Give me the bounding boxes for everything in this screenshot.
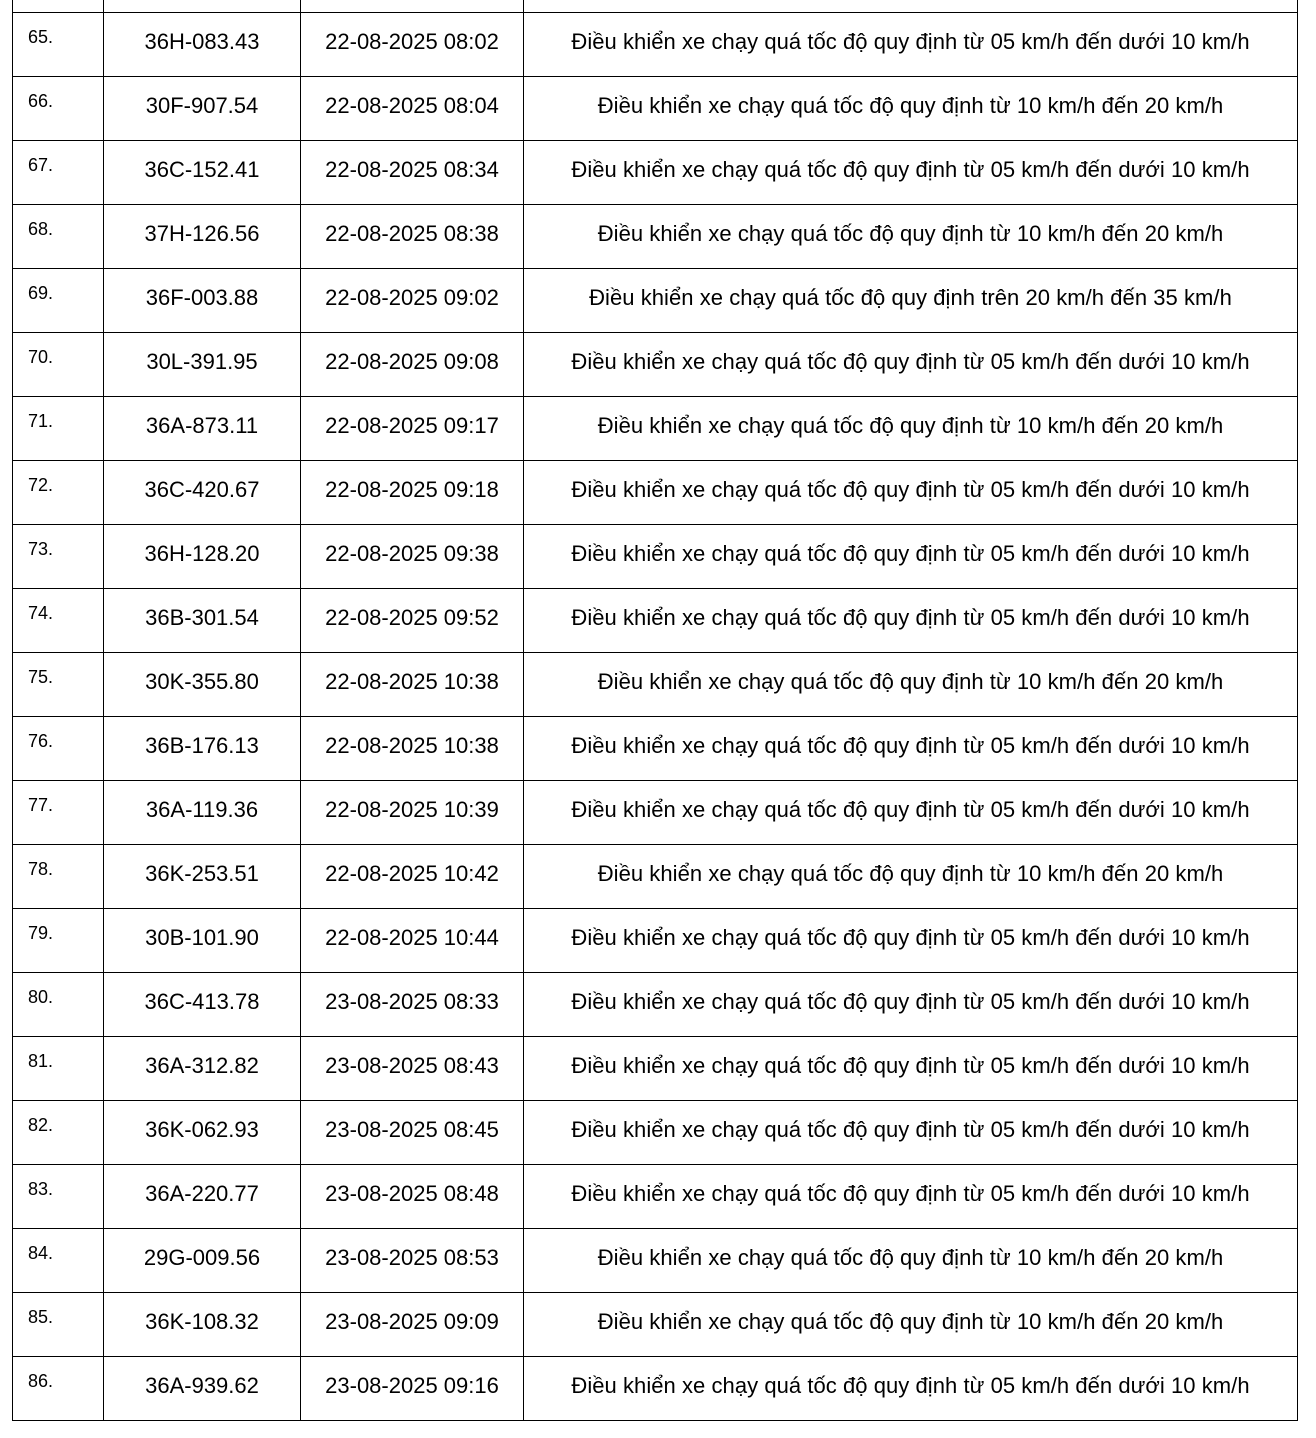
violation-time-cell <box>301 1357 524 1421</box>
license-plate: 30L-391.95 <box>146 348 258 374</box>
row-number-cell <box>13 141 104 205</box>
violation-description: Điều khiển xe chạy quá tốc độ quy định từ 10 km/h đến 20 km/h <box>597 668 1224 694</box>
violation-description: Điều khiển xe chạy quá tốc độ quy định từ 10 km/h đến 20 km/h <box>597 860 1224 886</box>
license-plate-cell <box>104 1037 301 1101</box>
license-plate-cell <box>104 781 301 845</box>
violation-time: 22-08-2025 10:39 <box>325 796 499 822</box>
violation-time: 22-08-2025 09:52 <box>325 604 499 630</box>
row-number-cell <box>13 781 104 845</box>
violation-time-cell <box>301 13 524 77</box>
violation-time: 22-08-2025 08:38 <box>325 220 499 246</box>
row-number: 67. <box>28 155 54 175</box>
table-row <box>13 269 1298 333</box>
license-plate: 36C-420.67 <box>144 476 260 502</box>
row-number-cell <box>13 1165 104 1229</box>
license-plate-cell <box>104 269 301 333</box>
row-number-cell <box>13 461 104 525</box>
violation-time-cell <box>301 1229 524 1293</box>
row-number: 69. <box>28 283 54 303</box>
table-row <box>13 141 1298 205</box>
violation-time-cell <box>301 909 524 973</box>
document-page <box>12 0 1298 1421</box>
violation-time: 23-08-2025 08:33 <box>325 988 499 1014</box>
violation-time: 23-08-2025 08:48 <box>325 1180 499 1206</box>
violation-time-cell <box>301 781 524 845</box>
row-number-cell <box>13 973 104 1037</box>
license-plate: 30K-355.80 <box>145 668 259 694</box>
violation-time-cell <box>301 1037 524 1101</box>
row-number-cell <box>13 333 104 397</box>
violation-time: 22-08-2025 10:42 <box>325 860 499 886</box>
violation-time-cell <box>301 397 524 461</box>
license-plate: 36A-873.11 <box>145 412 259 438</box>
violation-description: Điều khiển xe chạy quá tốc độ quy định từ 05 km/h đến dưới 10 km/h <box>571 28 1250 54</box>
violation-time-cell <box>301 1165 524 1229</box>
license-plate: 36A-220.77 <box>145 1180 259 1206</box>
violation-time: 22-08-2025 10:38 <box>325 668 499 694</box>
violation-time: 23-08-2025 08:43 <box>325 1052 499 1078</box>
row-number-cell <box>13 909 104 973</box>
table-row-partial <box>13 0 1298 13</box>
row-number: 76. <box>28 731 54 751</box>
row-number-cell <box>13 845 104 909</box>
row-number-cell <box>13 13 104 77</box>
row-number-cell <box>13 77 104 141</box>
violation-description-cell <box>524 525 1298 589</box>
license-plate: 30F-907.54 <box>145 92 259 118</box>
violation-time-cell <box>301 589 524 653</box>
row-number: 70. <box>28 347 54 367</box>
row-number: 85. <box>28 1307 54 1327</box>
license-plate: 36F-003.88 <box>145 284 259 310</box>
violation-time: 22-08-2025 09:17 <box>325 412 499 438</box>
violation-time: 23-08-2025 08:45 <box>325 1116 499 1142</box>
table-row <box>13 973 1298 1037</box>
table-row <box>13 781 1298 845</box>
license-plate: 36A-119.36 <box>145 796 259 822</box>
violation-time-cell <box>301 845 524 909</box>
violation-time: 22-08-2025 08:04 <box>325 92 499 118</box>
row-number-cell <box>13 589 104 653</box>
violation-time: 22-08-2025 09:02 <box>325 284 499 310</box>
table-row <box>13 1357 1298 1421</box>
license-plate: 36C-152.41 <box>144 156 260 182</box>
violation-description-cell <box>524 1293 1298 1357</box>
license-plate-cell <box>104 1293 301 1357</box>
row-number: 74. <box>28 603 54 623</box>
violation-description: Điều khiển xe chạy quá tốc độ quy định từ 05 km/h đến dưới 10 km/h <box>571 156 1250 182</box>
row-number: 79. <box>28 923 54 943</box>
row-number: 75. <box>28 667 54 687</box>
violation-time: 22-08-2025 08:34 <box>325 156 499 182</box>
row-number: 78. <box>28 859 54 879</box>
license-plate-cell <box>104 525 301 589</box>
table-cell-empty <box>13 0 104 13</box>
violation-description: Điều khiển xe chạy quá tốc độ quy định từ 05 km/h đến dưới 10 km/h <box>571 1116 1250 1142</box>
row-number-cell <box>13 205 104 269</box>
violation-description-cell <box>524 909 1298 973</box>
violation-time: 23-08-2025 08:53 <box>325 1244 499 1270</box>
violation-time: 22-08-2025 09:38 <box>325 540 499 566</box>
row-number: 77. <box>28 795 54 815</box>
row-number-cell <box>13 653 104 717</box>
violation-description: Điều khiển xe chạy quá tốc độ quy định từ 05 km/h đến dưới 10 km/h <box>571 540 1250 566</box>
violation-time-cell <box>301 1293 524 1357</box>
violation-time: 22-08-2025 10:38 <box>325 732 499 758</box>
license-plate-cell <box>104 653 301 717</box>
violation-description-cell <box>524 1101 1298 1165</box>
row-number: 66. <box>28 91 54 111</box>
violation-description-cell <box>524 717 1298 781</box>
row-number: 71. <box>28 411 54 431</box>
violation-description-cell <box>524 1165 1298 1229</box>
violation-time: 23-08-2025 09:16 <box>325 1372 499 1398</box>
violation-description: Điều khiển xe chạy quá tốc độ quy định từ 10 km/h đến 20 km/h <box>597 1244 1224 1270</box>
row-number-cell <box>13 717 104 781</box>
license-plate: 30B-101.90 <box>145 924 259 950</box>
violation-description-cell <box>524 1229 1298 1293</box>
table-cell-empty <box>301 0 524 13</box>
table-row <box>13 13 1298 77</box>
violation-description: Điều khiển xe chạy quá tốc độ quy định từ 10 km/h đến 20 km/h <box>597 220 1224 246</box>
row-number: 82. <box>28 1115 54 1135</box>
violation-time-cell <box>301 269 524 333</box>
violation-description-cell <box>524 781 1298 845</box>
table-row <box>13 461 1298 525</box>
violation-description-cell <box>524 653 1298 717</box>
table-row <box>13 909 1298 973</box>
violation-description: Điều khiển xe chạy quá tốc độ quy định từ 05 km/h đến dưới 10 km/h <box>571 348 1250 374</box>
table-row <box>13 717 1298 781</box>
violation-description: Điều khiển xe chạy quá tốc độ quy định từ 05 km/h đến dưới 10 km/h <box>571 604 1250 630</box>
violation-time-cell <box>301 333 524 397</box>
violations-table <box>12 0 1298 1421</box>
violation-description-cell <box>524 589 1298 653</box>
violation-description: Điều khiển xe chạy quá tốc độ quy định từ 05 km/h đến dưới 10 km/h <box>571 1180 1250 1206</box>
license-plate-cell <box>104 1101 301 1165</box>
row-number: 65. <box>28 27 54 47</box>
license-plate: 36H-128.20 <box>144 540 260 566</box>
license-plate: 36A-939.62 <box>145 1372 259 1398</box>
violation-description-cell <box>524 973 1298 1037</box>
violation-description-cell <box>524 397 1298 461</box>
license-plate-cell <box>104 589 301 653</box>
table-row <box>13 1037 1298 1101</box>
license-plate: 36K-108.32 <box>145 1308 259 1334</box>
violation-description: Điều khiển xe chạy quá tốc độ quy định từ 05 km/h đến dưới 10 km/h <box>571 732 1250 758</box>
row-number-cell <box>13 1037 104 1101</box>
violation-description-cell <box>524 269 1298 333</box>
table-row <box>13 653 1298 717</box>
license-plate: 36K-253.51 <box>145 860 259 886</box>
row-number: 68. <box>28 219 54 239</box>
row-number-cell <box>13 1229 104 1293</box>
violation-time: 22-08-2025 09:08 <box>325 348 499 374</box>
license-plate-cell <box>104 205 301 269</box>
table-row <box>13 1165 1298 1229</box>
license-plate: 29G-009.56 <box>143 1244 261 1270</box>
violation-description-cell <box>524 205 1298 269</box>
row-number: 72. <box>28 475 54 495</box>
license-plate-cell <box>104 397 301 461</box>
table-row <box>13 205 1298 269</box>
license-plate: 36A-312.82 <box>145 1052 259 1078</box>
violation-description: Điều khiển xe chạy quá tốc độ quy định trên 20 km/h đến 35 km/h <box>589 284 1232 310</box>
license-plate-cell <box>104 909 301 973</box>
license-plate: 37H-126.56 <box>144 220 260 246</box>
license-plate-cell <box>104 973 301 1037</box>
violation-description-cell <box>524 1037 1298 1101</box>
license-plate: 36C-413.78 <box>144 988 260 1014</box>
license-plate: 36H-083.43 <box>144 28 260 54</box>
row-number: 73. <box>28 539 54 559</box>
violation-description: Điều khiển xe chạy quá tốc độ quy định từ 05 km/h đến dưới 10 km/h <box>571 1372 1250 1398</box>
license-plate: 36B-176.13 <box>145 732 259 758</box>
row-number-cell <box>13 397 104 461</box>
violation-time: 22-08-2025 10:44 <box>325 924 499 950</box>
row-number: 84. <box>28 1243 54 1263</box>
violation-time-cell <box>301 205 524 269</box>
violation-description-cell <box>524 333 1298 397</box>
row-number-cell <box>13 1293 104 1357</box>
violation-time: 23-08-2025 09:09 <box>325 1308 499 1334</box>
violation-description: Điều khiển xe chạy quá tốc độ quy định từ 10 km/h đến 20 km/h <box>597 412 1224 438</box>
license-plate-cell <box>104 717 301 781</box>
violations-table-body <box>13 0 1298 1421</box>
license-plate-cell <box>104 13 301 77</box>
license-plate: 36B-301.54 <box>145 604 259 630</box>
violation-time-cell <box>301 525 524 589</box>
violation-description: Điều khiển xe chạy quá tốc độ quy định từ 05 km/h đến dưới 10 km/h <box>571 796 1250 822</box>
license-plate-cell <box>104 1357 301 1421</box>
row-number: 80. <box>28 987 54 1007</box>
violation-time-cell <box>301 1101 524 1165</box>
row-number: 86. <box>28 1371 54 1391</box>
table-row <box>13 525 1298 589</box>
table-row <box>13 1101 1298 1165</box>
violation-description-cell <box>524 461 1298 525</box>
table-row <box>13 589 1298 653</box>
violation-description-cell <box>524 1357 1298 1421</box>
table-row <box>13 1229 1298 1293</box>
table-row <box>13 333 1298 397</box>
violation-description-cell <box>524 845 1298 909</box>
violation-time-cell <box>301 973 524 1037</box>
table-row <box>13 1293 1298 1357</box>
table-row <box>13 845 1298 909</box>
row-number: 81. <box>28 1051 54 1071</box>
violation-description: Điều khiển xe chạy quá tốc độ quy định từ 05 km/h đến dưới 10 km/h <box>571 924 1250 950</box>
violation-time-cell <box>301 461 524 525</box>
violation-time-cell <box>301 141 524 205</box>
license-plate-cell <box>104 333 301 397</box>
row-number-cell <box>13 269 104 333</box>
violation-description: Điều khiển xe chạy quá tốc độ quy định từ 10 km/h đến 20 km/h <box>597 92 1224 118</box>
row-number-cell <box>13 1101 104 1165</box>
violation-description: Điều khiển xe chạy quá tốc độ quy định từ 10 km/h đến 20 km/h <box>597 1308 1224 1334</box>
license-plate-cell <box>104 1229 301 1293</box>
license-plate-cell <box>104 77 301 141</box>
table-cell-empty <box>104 0 301 13</box>
violation-time-cell <box>301 717 524 781</box>
table-row <box>13 397 1298 461</box>
license-plate-cell <box>104 1165 301 1229</box>
violation-time: 22-08-2025 08:02 <box>325 28 499 54</box>
row-number-cell <box>13 1357 104 1421</box>
license-plate: 36K-062.93 <box>145 1116 259 1142</box>
violation-time-cell <box>301 77 524 141</box>
violation-description: Điều khiển xe chạy quá tốc độ quy định từ 05 km/h đến dưới 10 km/h <box>571 476 1250 502</box>
violation-description-cell <box>524 13 1298 77</box>
license-plate-cell <box>104 141 301 205</box>
violation-description: Điều khiển xe chạy quá tốc độ quy định từ 05 km/h đến dưới 10 km/h <box>571 1052 1250 1078</box>
row-number-cell <box>13 525 104 589</box>
license-plate-cell <box>104 461 301 525</box>
violation-time: 22-08-2025 09:18 <box>325 476 499 502</box>
table-cell-empty <box>524 0 1298 13</box>
violation-description-cell <box>524 141 1298 205</box>
violation-description-cell <box>524 77 1298 141</box>
row-number: 83. <box>28 1179 54 1199</box>
table-row <box>13 77 1298 141</box>
license-plate-cell <box>104 845 301 909</box>
violation-time-cell <box>301 653 524 717</box>
violation-description: Điều khiển xe chạy quá tốc độ quy định từ 05 km/h đến dưới 10 km/h <box>571 988 1250 1014</box>
